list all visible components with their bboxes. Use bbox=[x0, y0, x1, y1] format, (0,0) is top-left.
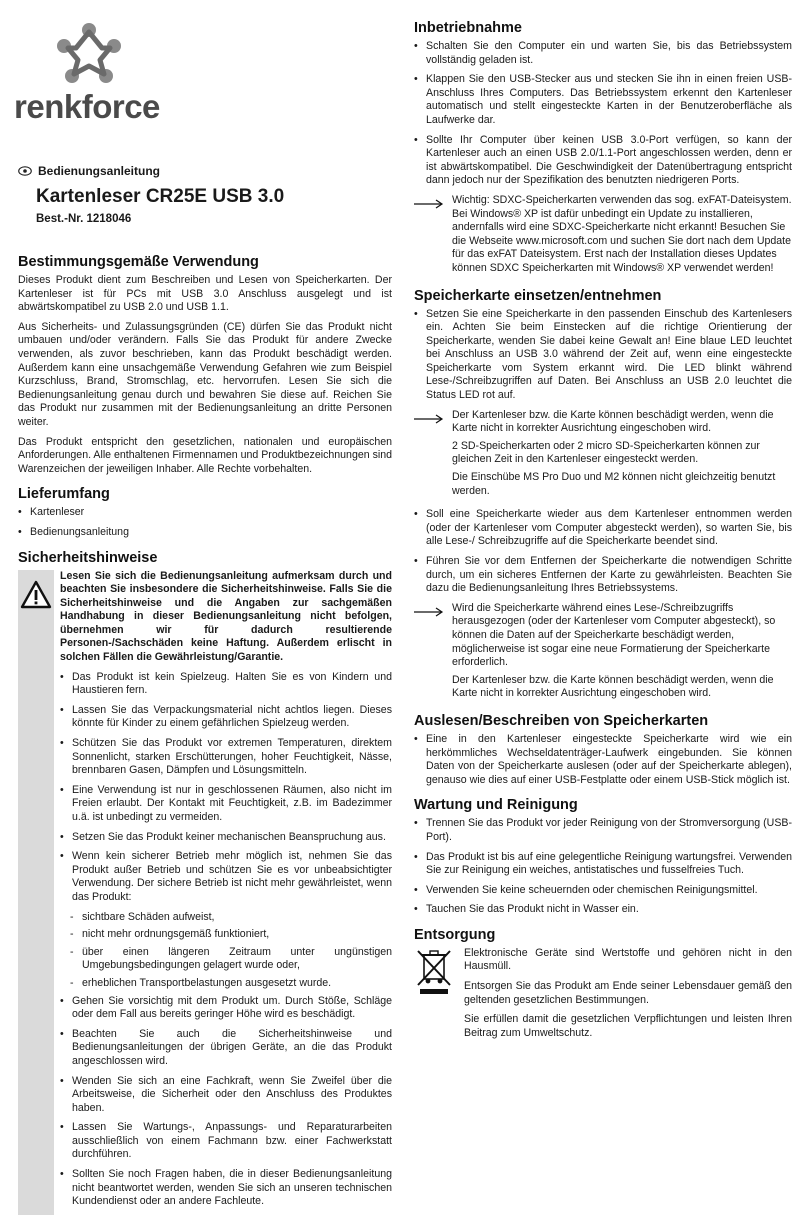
intended-use-p1: Dieses Produkt dient zum Beschreiben und Lesen von Speicherkarten. Der Kartenleser ist für PCs mit USB 3.0 Anschluss ausgelegt und ist abwärtskompatibel zu USB 2.0 und USB 1.1. bbox=[18, 274, 392, 314]
weee-bin-icon bbox=[414, 947, 454, 995]
safety-list bbox=[60, 671, 392, 905]
list-item: • Tauchen Sie das Produkt nicht in Wasser ein. bbox=[414, 903, 792, 917]
remove-card-note bbox=[414, 602, 792, 705]
list-item: - über einen längeren Zeitraum unter ungünstigen Umgebungsbedingungen gelagert wurde oder, bbox=[70, 946, 392, 973]
disposal-heading: Entsorgung bbox=[414, 926, 496, 943]
insert-card-list-continued bbox=[414, 508, 792, 596]
list-item: • Das Produkt ist bis auf eine gelegentliche Reinigung wartungsfrei. Verwenden Sie zur Reinigung ein weiches, antistatisches und fusselfreies Tuch. bbox=[414, 851, 792, 878]
list-item: - sichtbare Schäden aufweist, bbox=[70, 911, 392, 925]
manual-label-text: Bedienungsanleitung bbox=[38, 164, 161, 178]
note-text: Wird die Speicherkarte während eines Lese-/Schreibzugriffs herausgezogen (oder der Kartenleser vom Computer abgesteckt), so können die Daten auf der Speicherkarte beschädigt werden, möglicherweise ist sogar eine neue Formatierung der Speicherkarte erforderlich. bbox=[452, 601, 776, 669]
list-item: • Lassen Sie das Verpackungsmaterial nicht achtlos liegen. Dieses könnte für Kinder zu einem gefährlichen Spielzeug werden. bbox=[60, 704, 392, 731]
list-item: • Wenden Sie sich an eine Fachkraft, wenn Sie Zweifel über die Arbeitsweise, die Sicherheit oder den Anschluss des Produktes haben. bbox=[60, 1075, 392, 1116]
intended-use-p2: Aus Sicherheits- und Zulassungsgründen (CE) dürfen Sie das Produkt nicht umbauen und/oder verändern. Falls Sie das Produkt für andere Zwecke verwenden, als zuvor beschrieben, kann das Produkt beschädigt werden. Außerdem kann eine unsachgemäße Verwendung Gefahren wie zum Beispiel Kurzschluss, Brand, Stromschlag, etc. hervorrufen. Lesen Sie sich die Bedienungsanleitung genau durch und bewahren Sie diese auf. Reichen Sie das Produkt nur zusammen mit der Bedienungsanleitung an dritte Personen weiter. bbox=[18, 320, 392, 428]
arrow-right-icon bbox=[414, 607, 444, 617]
disposal-p2: Entsorgen Sie das Produkt am Ende seiner Lebensdauer gemäß den geltenden gesetzlichen Bestimmungen. bbox=[464, 980, 792, 1006]
brand-wordmark: renkforce bbox=[14, 88, 160, 125]
arrow-right-icon bbox=[414, 199, 444, 209]
eye-icon bbox=[18, 166, 32, 176]
warning-triangle-icon bbox=[20, 580, 52, 610]
safety-list-continued bbox=[60, 995, 392, 1209]
list-item: • Eine Verwendung ist nur in geschlossenen Räumen, also nicht im Freien erlaubt. Der Kontakt mit Feuchtigkeit, z.B. im Badezimmer u.ä. ist unbedingt zu vermeiden. bbox=[60, 784, 392, 825]
safety-block bbox=[18, 570, 392, 1215]
list-item: • Schützen Sie das Produkt vor extremen Temperaturen, direktem Sonnenlicht, starken Erschütterungen, hoher Feuchtigkeit, Nässe, brennbaren Gasen, Dämpfen und Lösungsmitteln. bbox=[60, 737, 392, 778]
list-item: • Setzen Sie das Produkt keiner mechanischen Beanspruchung aus. bbox=[60, 831, 392, 845]
intended-use-p3: Das Produkt entspricht den gesetzlichen, nationalen und europäischen Anforderungen. Alle enthaltenen Firmennamen und Produktbezeichnungen sind Warenzeichen der jeweiligen Inhaber. Alle Rechte vorbehalten. bbox=[18, 435, 392, 475]
list-item: • Klappen Sie den USB-Stecker aus und stecken Sie ihn in einen freien USB-Anschluss Ihres Computers. Das Betriebssystem erkennt den Kartenleser automatisch und stellt eingesteckte Karten in der Benutzeroberfläche als Laufwerke dar. bbox=[414, 73, 792, 127]
maintenance-list bbox=[414, 817, 792, 917]
list-item: • Beachten Sie auch die Sicherheitshinweise und Bedienungsanleitungen der übrigen Geräte, an die das Produkt angeschlossen wird. bbox=[60, 1028, 392, 1069]
list-item: • Sollten Sie noch Fragen haben, die in dieser Bedienungsanleitung nicht beantwortet werden, wenden Sie sich an unseren technischen Kundendienst oder an andere Fachleute. bbox=[60, 1168, 392, 1209]
right-column bbox=[414, 20, 792, 1046]
list-item: • Gehen Sie vorsichtig mit dem Produkt um. Durch Stöße, Schläge oder dem Fall aus bereits geringer Höhe wird es beschädigt. bbox=[60, 995, 392, 1022]
maintenance-heading: Wartung und Reinigung bbox=[414, 797, 578, 814]
manual-label bbox=[18, 164, 160, 178]
read-write-heading: Auslesen/Beschreiben von Speicherkarten bbox=[414, 712, 709, 729]
list-item: • Eine in den Kartenleser eingesteckte Speicherkarte wird wie ein herkömmliches Wechseldatenträger-Laufwerk eingebunden. Sie können Daten von der Speicherkarte auslesen (oder auf der Speicherkarte ablegen), genauso wie dies auf einer USB-Festplatte oder einem USB-Stick möglich ist. bbox=[414, 733, 792, 787]
read-write-list bbox=[414, 733, 792, 787]
insert-card-heading: Speicherkarte einsetzen/entnehmen bbox=[414, 287, 662, 304]
delivery-heading: Lieferumfang bbox=[18, 486, 110, 503]
list-item: • Führen Sie vor dem Entfernen der Speicherkarte die notwendigen Schritte durch, um ein sicheres Entfernen der Karte zu gewährleisten. Beachten Sie dazu die Bedienungsanleitung Ihres Betriebssystems. bbox=[414, 555, 792, 596]
star-logo-icon bbox=[14, 18, 164, 88]
arrow-right-icon bbox=[414, 414, 444, 424]
list-item: • Sollte Ihr Computer über keinen USB 3.0-Port verfügen, so kann der Kartenleser auch an einen USB 2.0/1.1-Port angeschlossen werden, denn er ist abwärtskompatibel. Die Geschwindigkeit der Datenübertragung entspricht dann jedoch nur der Spezifikation des benutzten niedrigeren Ports. bbox=[414, 134, 792, 188]
safety-intro: Lesen Sie sich die Bedienungsanleitung aufmerksam durch und beachten Sie insbesondere die Sicherheitshinweise. Falls Sie die Sicherheitshinweise und die Angaben zur sachgemäßen Handhabung in dieser Bedienungsanleitung nicht befolgen, übernehmen wir für dadurch resultierende Personen-/Sachschäden keine Haftung. Außerdem erlischt in solchen Fällen die Gewährleistung/Garantie. bbox=[60, 569, 392, 664]
note-text: Der Kartenleser bzw. die Karte können beschädigt werden, wenn die Karte nicht in korrekter Ausrichtung eingeschoben wird. bbox=[452, 673, 774, 700]
brand-logo bbox=[14, 18, 164, 130]
list-item: • Soll eine Speicherkarte wieder aus dem Kartenleser entnommen werden (oder der Kartenleser vom Computer abgesteckt werden), so warten Sie, bis alle Lese-/ Schreibzugriffe auf die Speicherkarte beendet sind. bbox=[414, 508, 792, 549]
insert-card-note bbox=[414, 409, 792, 503]
list-item: • Das Produkt ist kein Spielzeug. Halten Sie es von Kindern und Haustieren fern. bbox=[60, 671, 392, 698]
list-item: - nicht mehr ordnungsgemäß funktioniert, bbox=[70, 928, 392, 942]
list-item: - erheblichen Transportbelastungen ausgesetzt wurde. bbox=[70, 977, 392, 991]
safety-content bbox=[60, 570, 392, 1215]
list-item: • Trennen Sie das Produkt vor jeder Reinigung von der Stromversorgung (USB-Port). bbox=[414, 817, 792, 844]
setup-note-text: Wichtig: SDXC-Speicherkarten verwenden das sog. exFAT-Dateisystem. Bei Windows® XP ist dafür unbedingt ein Update zu installieren, andernfalls wird eine SDXC-Speicherkarte nicht erkannt! Besuchen Sie die Webseite www.microsoft.com und suchen Sie dort nach dem Update für das exFAT Dateisystem. Erst nach der Installation dieses Updates können SDXC Speicherkarten mit Windows® XP verwendet werden! bbox=[452, 193, 792, 274]
setup-note bbox=[414, 194, 792, 280]
note-text: Die Einschübe MS Pro Duo und M2 können nicht gleichzeitig benutzt werden. bbox=[452, 471, 776, 497]
disposal-p3: Sie erfüllen damit die gesetzlichen Verpflichtungen und leisten Ihren Beitrag zum Umweltschutz. bbox=[464, 1013, 792, 1039]
intended-use-heading: Bestimmungsgemäße Verwendung bbox=[18, 254, 259, 270]
setup-heading: Inbetriebnahme bbox=[414, 20, 522, 36]
page-title: Kartenleser CR25E USB 3.0 bbox=[36, 186, 285, 207]
warning-sidebar bbox=[18, 570, 54, 1215]
left-column bbox=[18, 254, 392, 1215]
insert-card-list bbox=[414, 308, 792, 403]
setup-list bbox=[414, 40, 792, 188]
list-item: • Lassen Sie Wartungs-, Anpassungs- und Reparaturarbeiten ausschließlich von einem Fachmann bzw. einer Fachwerkstatt durchführen. bbox=[60, 1121, 392, 1162]
list-item: • Setzen Sie eine Speicherkarte in den passenden Einschub des Kartenlesers ein. Achten Sie beim Einstecken auf die richtige Orientierung der Speicherkarte, wenden Sie dabei keine Gewalt an! Eine blaue LED leuchtet bei Anschluss an USB 3.0 während der Zeit auf, wenn eine eingesteckte Speicherkarte vom System erkannt wird. Die LED blinkt während Lese-/Schreibzugriffen auf Daten. Bei Anschluss an USB 2.0 leuchtet die Status LED rot auf. bbox=[414, 308, 792, 403]
list-item: • Bedienungsanleitung bbox=[18, 526, 392, 540]
disposal-block bbox=[414, 947, 792, 1047]
delivery-list bbox=[18, 506, 392, 539]
order-number: Best.-Nr. 1218046 bbox=[36, 213, 132, 225]
list-item: • Schalten Sie den Computer ein und warten Sie, bis das Betriebssystem vollständig geladen ist. bbox=[414, 40, 792, 67]
note-text: 2 SD-Speicherkarten oder 2 micro SD-Speicherkarten können zur gleichen Zeit in den Kartenleser eingesteckt werden. bbox=[452, 439, 760, 466]
list-item: • Kartenleser bbox=[18, 506, 392, 520]
list-item: • Verwenden Sie keine scheuernden oder chemischen Reinigungsmittel. bbox=[414, 884, 792, 898]
note-text: Der Kartenleser bzw. die Karte können beschädigt werden, wenn die Karte nicht in korrekter Ausrichtung eingeschoben wird. bbox=[452, 408, 774, 435]
disposal-p1: Elektronische Geräte sind Wertstoffe und gehören nicht in den Hausmüll. bbox=[464, 946, 792, 973]
list-item: • Wenn kein sicherer Betrieb mehr möglich ist, nehmen Sie das Produkt außer Betrieb und schützen Sie es vor unbeabsichtigter Verwendung. Der sichere Betrieb ist nicht mehr gewährleistet, wenn das Produkt: bbox=[60, 850, 392, 904]
safety-heading: Sicherheitshinweise bbox=[18, 549, 158, 566]
safety-sublist bbox=[60, 911, 392, 991]
